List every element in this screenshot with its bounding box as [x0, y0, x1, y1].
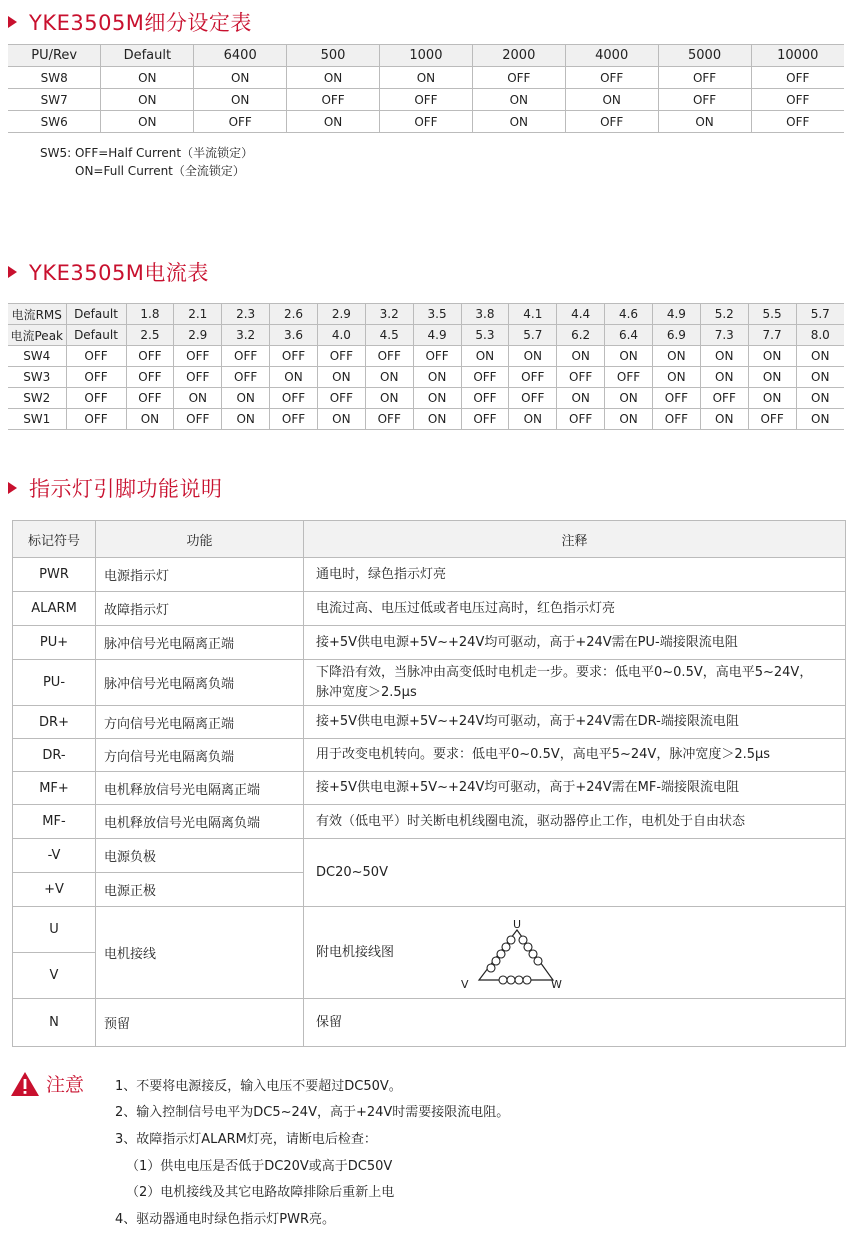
pin-function: 方向信号光电隔离正端: [96, 706, 304, 739]
pin-symbol: PU-: [13, 660, 96, 706]
pin-symbol: +V: [13, 873, 96, 907]
table-cell: ON: [796, 409, 844, 430]
row-label: SW1: [8, 409, 66, 430]
row-label: 电流RMS: [8, 304, 66, 325]
warning-header: [10, 1070, 84, 1097]
table-cell: OFF: [317, 346, 365, 367]
header-cell: 6400: [194, 45, 287, 67]
pin-symbol: N: [13, 999, 96, 1047]
table-cell: OFF: [270, 388, 318, 409]
table-cell: 4.4: [557, 304, 605, 325]
pin-function: 电源正极: [96, 873, 304, 907]
table-row: [13, 558, 846, 592]
table-cell: 2.9: [174, 325, 222, 346]
table-cell: OFF: [222, 346, 270, 367]
table-cell: ON: [796, 367, 844, 388]
pin-symbol: DR+: [13, 706, 96, 739]
table-cell: 4.9: [413, 325, 461, 346]
label-v: V: [461, 978, 469, 991]
table-cell: ON: [270, 367, 318, 388]
table-row: [13, 907, 846, 953]
pin-note: [304, 660, 846, 706]
pin-function: 脉冲信号光电隔离负端: [96, 660, 304, 706]
pin-note: 接+5V供电电源+5V~+24V均可驱动，高于+24V需在PU-端接限流电阻: [304, 626, 846, 660]
table-cell: OFF: [565, 111, 658, 133]
table-row: [8, 388, 844, 409]
table-cell: OFF: [700, 388, 748, 409]
table-cell: ON: [287, 67, 380, 89]
pin-symbol: MF-: [13, 805, 96, 839]
table-cell: 4.5: [365, 325, 413, 346]
pin-symbol: PU+: [13, 626, 96, 660]
table-cell: OFF: [658, 89, 751, 111]
pin-function: 电机释放信号光电隔离负端: [96, 805, 304, 839]
warning-item-3-2: （2）电机接线及其它电路故障排除后重新上电: [126, 1185, 395, 1200]
table-cell: 4.1: [509, 304, 557, 325]
table-cell: ON: [509, 346, 557, 367]
table-row: [8, 67, 844, 89]
table-cell: ON: [101, 89, 194, 111]
header-cell: 2000: [472, 45, 565, 67]
label-w: W: [551, 978, 562, 991]
table-cell: ON: [557, 346, 605, 367]
table-cell: OFF: [66, 346, 126, 367]
table-cell: 4.9: [652, 304, 700, 325]
table-cell: ON: [565, 89, 658, 111]
table-cell: 3.2: [222, 325, 270, 346]
table-cell: OFF: [380, 89, 473, 111]
wiring-note: 附电机接线图: [316, 944, 395, 960]
table-cell: 5.5: [748, 304, 796, 325]
table-cell: ON: [365, 367, 413, 388]
table-cell: ON: [317, 409, 365, 430]
table-cell: ON: [461, 346, 509, 367]
table-cell: OFF: [751, 89, 844, 111]
table-cell: OFF: [126, 388, 174, 409]
current-table: [8, 303, 844, 430]
table-cell: 3.6: [270, 325, 318, 346]
table-cell: ON: [101, 111, 194, 133]
header-symbol: 标记符号: [13, 521, 96, 558]
table-cell: ON: [472, 89, 565, 111]
row-label: SW2: [8, 388, 66, 409]
table-cell: OFF: [66, 367, 126, 388]
table-cell: SW6: [8, 111, 101, 133]
table-cell: ON: [194, 67, 287, 89]
header-cell: 10000: [751, 45, 844, 67]
section3-title-text: 指示灯引脚功能说明: [29, 477, 223, 501]
table-cell: OFF: [126, 367, 174, 388]
pin-function: 电机接线: [96, 907, 304, 999]
header-cell: 1000: [380, 45, 473, 67]
table-cell: OFF: [174, 346, 222, 367]
table-cell: 6.2: [557, 325, 605, 346]
table-cell: OFF: [565, 67, 658, 89]
pin-note: 电流过高、电压过低或者电压过高时，红色指示灯亮: [304, 592, 846, 626]
table-cell: 7.7: [748, 325, 796, 346]
row-label: SW3: [8, 367, 66, 388]
table-cell: ON: [605, 346, 653, 367]
table-cell: ON: [126, 409, 174, 430]
table-cell: ON: [222, 388, 270, 409]
table-cell: 4.6: [605, 304, 653, 325]
table-cell: OFF: [509, 367, 557, 388]
table-cell: 3.2: [365, 304, 413, 325]
table-cell: ON: [557, 388, 605, 409]
table-cell: ON: [652, 367, 700, 388]
table-cell: OFF: [509, 388, 557, 409]
header-cell: 500: [287, 45, 380, 67]
table-cell: ON: [509, 409, 557, 430]
table-cell: 5.3: [461, 325, 509, 346]
pin-symbol: -V: [13, 839, 96, 873]
triangle-bullet-icon: [8, 16, 17, 28]
pin-note-line2: 脉冲宽度＞2.5μs: [316, 684, 417, 700]
table-cell: OFF: [557, 367, 605, 388]
table-cell: OFF: [557, 409, 605, 430]
row-label: SW4: [8, 346, 66, 367]
table-cell: OFF: [748, 409, 796, 430]
power-note: DC20~50V: [304, 839, 846, 907]
table-cell: ON: [222, 409, 270, 430]
table-cell: ON: [652, 346, 700, 367]
pin-symbol: DR-: [13, 739, 96, 772]
table-cell: OFF: [652, 388, 700, 409]
table-cell: 5.7: [509, 325, 557, 346]
table-row: [8, 409, 844, 430]
table-cell: ON: [472, 111, 565, 133]
section3-title: [8, 474, 223, 502]
table-cell: OFF: [174, 367, 222, 388]
table-cell: OFF: [658, 67, 751, 89]
table-cell: OFF: [461, 409, 509, 430]
section1-title-text: YKE3505M细分设定表: [29, 11, 252, 35]
warning-item-4: 4、驱动器通电时绿色指示灯PWR亮。: [115, 1212, 335, 1227]
microstep-table: [8, 44, 844, 133]
table-cell: ON: [700, 409, 748, 430]
triangle-bullet-icon: [8, 266, 17, 278]
table-cell: ON: [605, 409, 653, 430]
pin-note: 通电时，绿色指示灯亮: [304, 558, 846, 592]
table-cell: OFF: [380, 111, 473, 133]
pin-symbol: V: [13, 953, 96, 999]
table-cell: ON: [748, 346, 796, 367]
table-cell: OFF: [126, 346, 174, 367]
table-row: [13, 839, 846, 873]
table-cell: ON: [700, 367, 748, 388]
table-cell: ON: [796, 388, 844, 409]
table-cell: SW7: [8, 89, 101, 111]
table-cell: Default: [66, 325, 126, 346]
table-cell: OFF: [472, 67, 565, 89]
label-u: U: [513, 918, 522, 931]
header-cell: PU/Rev: [8, 45, 101, 67]
table-header-row: [8, 45, 844, 67]
table-cell: 7.3: [700, 325, 748, 346]
pin-function: 电源负极: [96, 839, 304, 873]
warning-label: 注意: [46, 1074, 85, 1096]
table-cell: OFF: [605, 367, 653, 388]
header-cell: 5000: [658, 45, 751, 67]
section2-title: [8, 258, 209, 286]
table-cell: 2.9: [317, 304, 365, 325]
table-cell: 5.7: [796, 304, 844, 325]
table-row: [13, 772, 846, 805]
coil-circles: [487, 936, 542, 984]
motor-wiring-diagram: [455, 918, 575, 994]
table-cell: OFF: [461, 388, 509, 409]
table-cell: 3.8: [461, 304, 509, 325]
pin-symbol: MF+: [13, 772, 96, 805]
table-cell: OFF: [652, 409, 700, 430]
table-cell: OFF: [317, 388, 365, 409]
header-cell: 4000: [565, 45, 658, 67]
table-cell: ON: [101, 67, 194, 89]
pin-symbol: ALARM: [13, 592, 96, 626]
table-cell: OFF: [287, 89, 380, 111]
current-table-body: [8, 304, 844, 430]
table-cell: OFF: [270, 409, 318, 430]
triangle-bullet-icon: [8, 482, 17, 494]
pin-symbol: PWR: [13, 558, 96, 592]
table-row: [13, 660, 846, 706]
table-cell: ON: [413, 388, 461, 409]
table-row: [13, 626, 846, 660]
warning-item-3: 3、故障指示灯ALARM灯亮，请断电后检查：: [115, 1132, 377, 1147]
pin-symbol: U: [13, 907, 96, 953]
header-cell: Default: [101, 45, 194, 67]
table-cell: 1.8: [126, 304, 174, 325]
table-cell: SW8: [8, 67, 101, 89]
header-function: 功能: [96, 521, 304, 558]
table-row: [13, 739, 846, 772]
pin-note: 接+5V供电电源+5V~+24V均可驱动，高于+24V需在MF-端接限流电阻: [304, 772, 846, 805]
table-cell: ON: [605, 388, 653, 409]
warning-item-2: 2、输入控制信号电平为DC5~24V，高于+24V时需要接限流电阻。: [115, 1105, 510, 1120]
table-cell: OFF: [222, 367, 270, 388]
table-cell: OFF: [461, 367, 509, 388]
table-cell: 5.2: [700, 304, 748, 325]
table-cell: ON: [658, 111, 751, 133]
table-row: [8, 325, 844, 346]
table-cell: ON: [748, 367, 796, 388]
table-cell: 2.6: [270, 304, 318, 325]
table-cell: ON: [380, 67, 473, 89]
table-cell: ON: [413, 409, 461, 430]
table-row: [13, 805, 846, 839]
row-label: 电流Peak: [8, 325, 66, 346]
table-row: [8, 111, 844, 133]
section2-title-text: YKE3505M电流表: [29, 261, 209, 285]
pin-note: 用于改变电机转向。要求：低电平0~0.5V，高电平5~24V，脉冲宽度＞2.5μs: [304, 739, 846, 772]
pin-function: 电机释放信号光电隔离正端: [96, 772, 304, 805]
table-row: [8, 367, 844, 388]
table-cell: ON: [287, 111, 380, 133]
table-row: [13, 592, 846, 626]
pin-function: 方向信号光电隔离负端: [96, 739, 304, 772]
section1-title: [8, 8, 252, 36]
table-row: [8, 346, 844, 367]
table-cell: ON: [194, 89, 287, 111]
table-cell: OFF: [174, 409, 222, 430]
table-cell: 2.5: [126, 325, 174, 346]
table-cell: OFF: [66, 388, 126, 409]
pin-note-line1: 下降沿有效，当脉冲由高变低时电机走一步。要求：低电平0~0.5V，高电平5~24V，: [316, 664, 813, 680]
table-row: [8, 304, 844, 325]
table-cell: Default: [66, 304, 126, 325]
warning-item-3-1: （1）供电电压是否低于DC20V或高于DC50V: [126, 1159, 393, 1174]
table-cell: ON: [796, 346, 844, 367]
triangle-outline: [479, 930, 553, 980]
sw5-note-line1: SW5: OFF=Half Current（半流锁定）: [40, 146, 254, 160]
table-cell: 4.0: [317, 325, 365, 346]
table-cell: 3.5: [413, 304, 461, 325]
table-cell: ON: [748, 388, 796, 409]
table-header-row: [13, 521, 846, 558]
table-cell: 8.0: [796, 325, 844, 346]
pin-function-table: [12, 520, 846, 1047]
table-row: [13, 706, 846, 739]
table-row: [13, 999, 846, 1047]
table-cell: 6.4: [605, 325, 653, 346]
table-cell: OFF: [66, 409, 126, 430]
header-note: 注释: [304, 521, 846, 558]
table-cell: ON: [413, 367, 461, 388]
table-cell: OFF: [194, 111, 287, 133]
table-cell: 6.9: [652, 325, 700, 346]
pin-function: 故障指示灯: [96, 592, 304, 626]
table-cell: ON: [174, 388, 222, 409]
table-cell: ON: [317, 367, 365, 388]
pin-function: 电源指示灯: [96, 558, 304, 592]
pin-note: 保留: [304, 999, 846, 1047]
pin-function: 预留: [96, 999, 304, 1047]
pin-note: 有效（低电平）时关断电机线圈电流，驱动器停止工作，电机处于自由状态: [304, 805, 846, 839]
table-cell: 2.1: [174, 304, 222, 325]
table-cell: OFF: [365, 346, 413, 367]
table-cell: OFF: [413, 346, 461, 367]
pin-function: 脉冲信号光电隔离正端: [96, 626, 304, 660]
table-row: [8, 89, 844, 111]
warning-triangle-icon: [10, 1071, 40, 1097]
table-cell: 2.3: [222, 304, 270, 325]
table-cell: OFF: [365, 409, 413, 430]
table-cell: ON: [700, 346, 748, 367]
table-cell: OFF: [270, 346, 318, 367]
table-cell: ON: [365, 388, 413, 409]
sw5-note-line2: ON=Full Current（全流锁定）: [75, 164, 245, 178]
warning-item-1: 1、不要将电源接反，输入电压不要超过DC50V。: [115, 1079, 402, 1094]
pin-note: 接+5V供电电源+5V~+24V均可驱动，高于+24V需在DR-端接限流电阻: [304, 706, 846, 739]
table-cell: OFF: [751, 111, 844, 133]
table-cell: OFF: [751, 67, 844, 89]
